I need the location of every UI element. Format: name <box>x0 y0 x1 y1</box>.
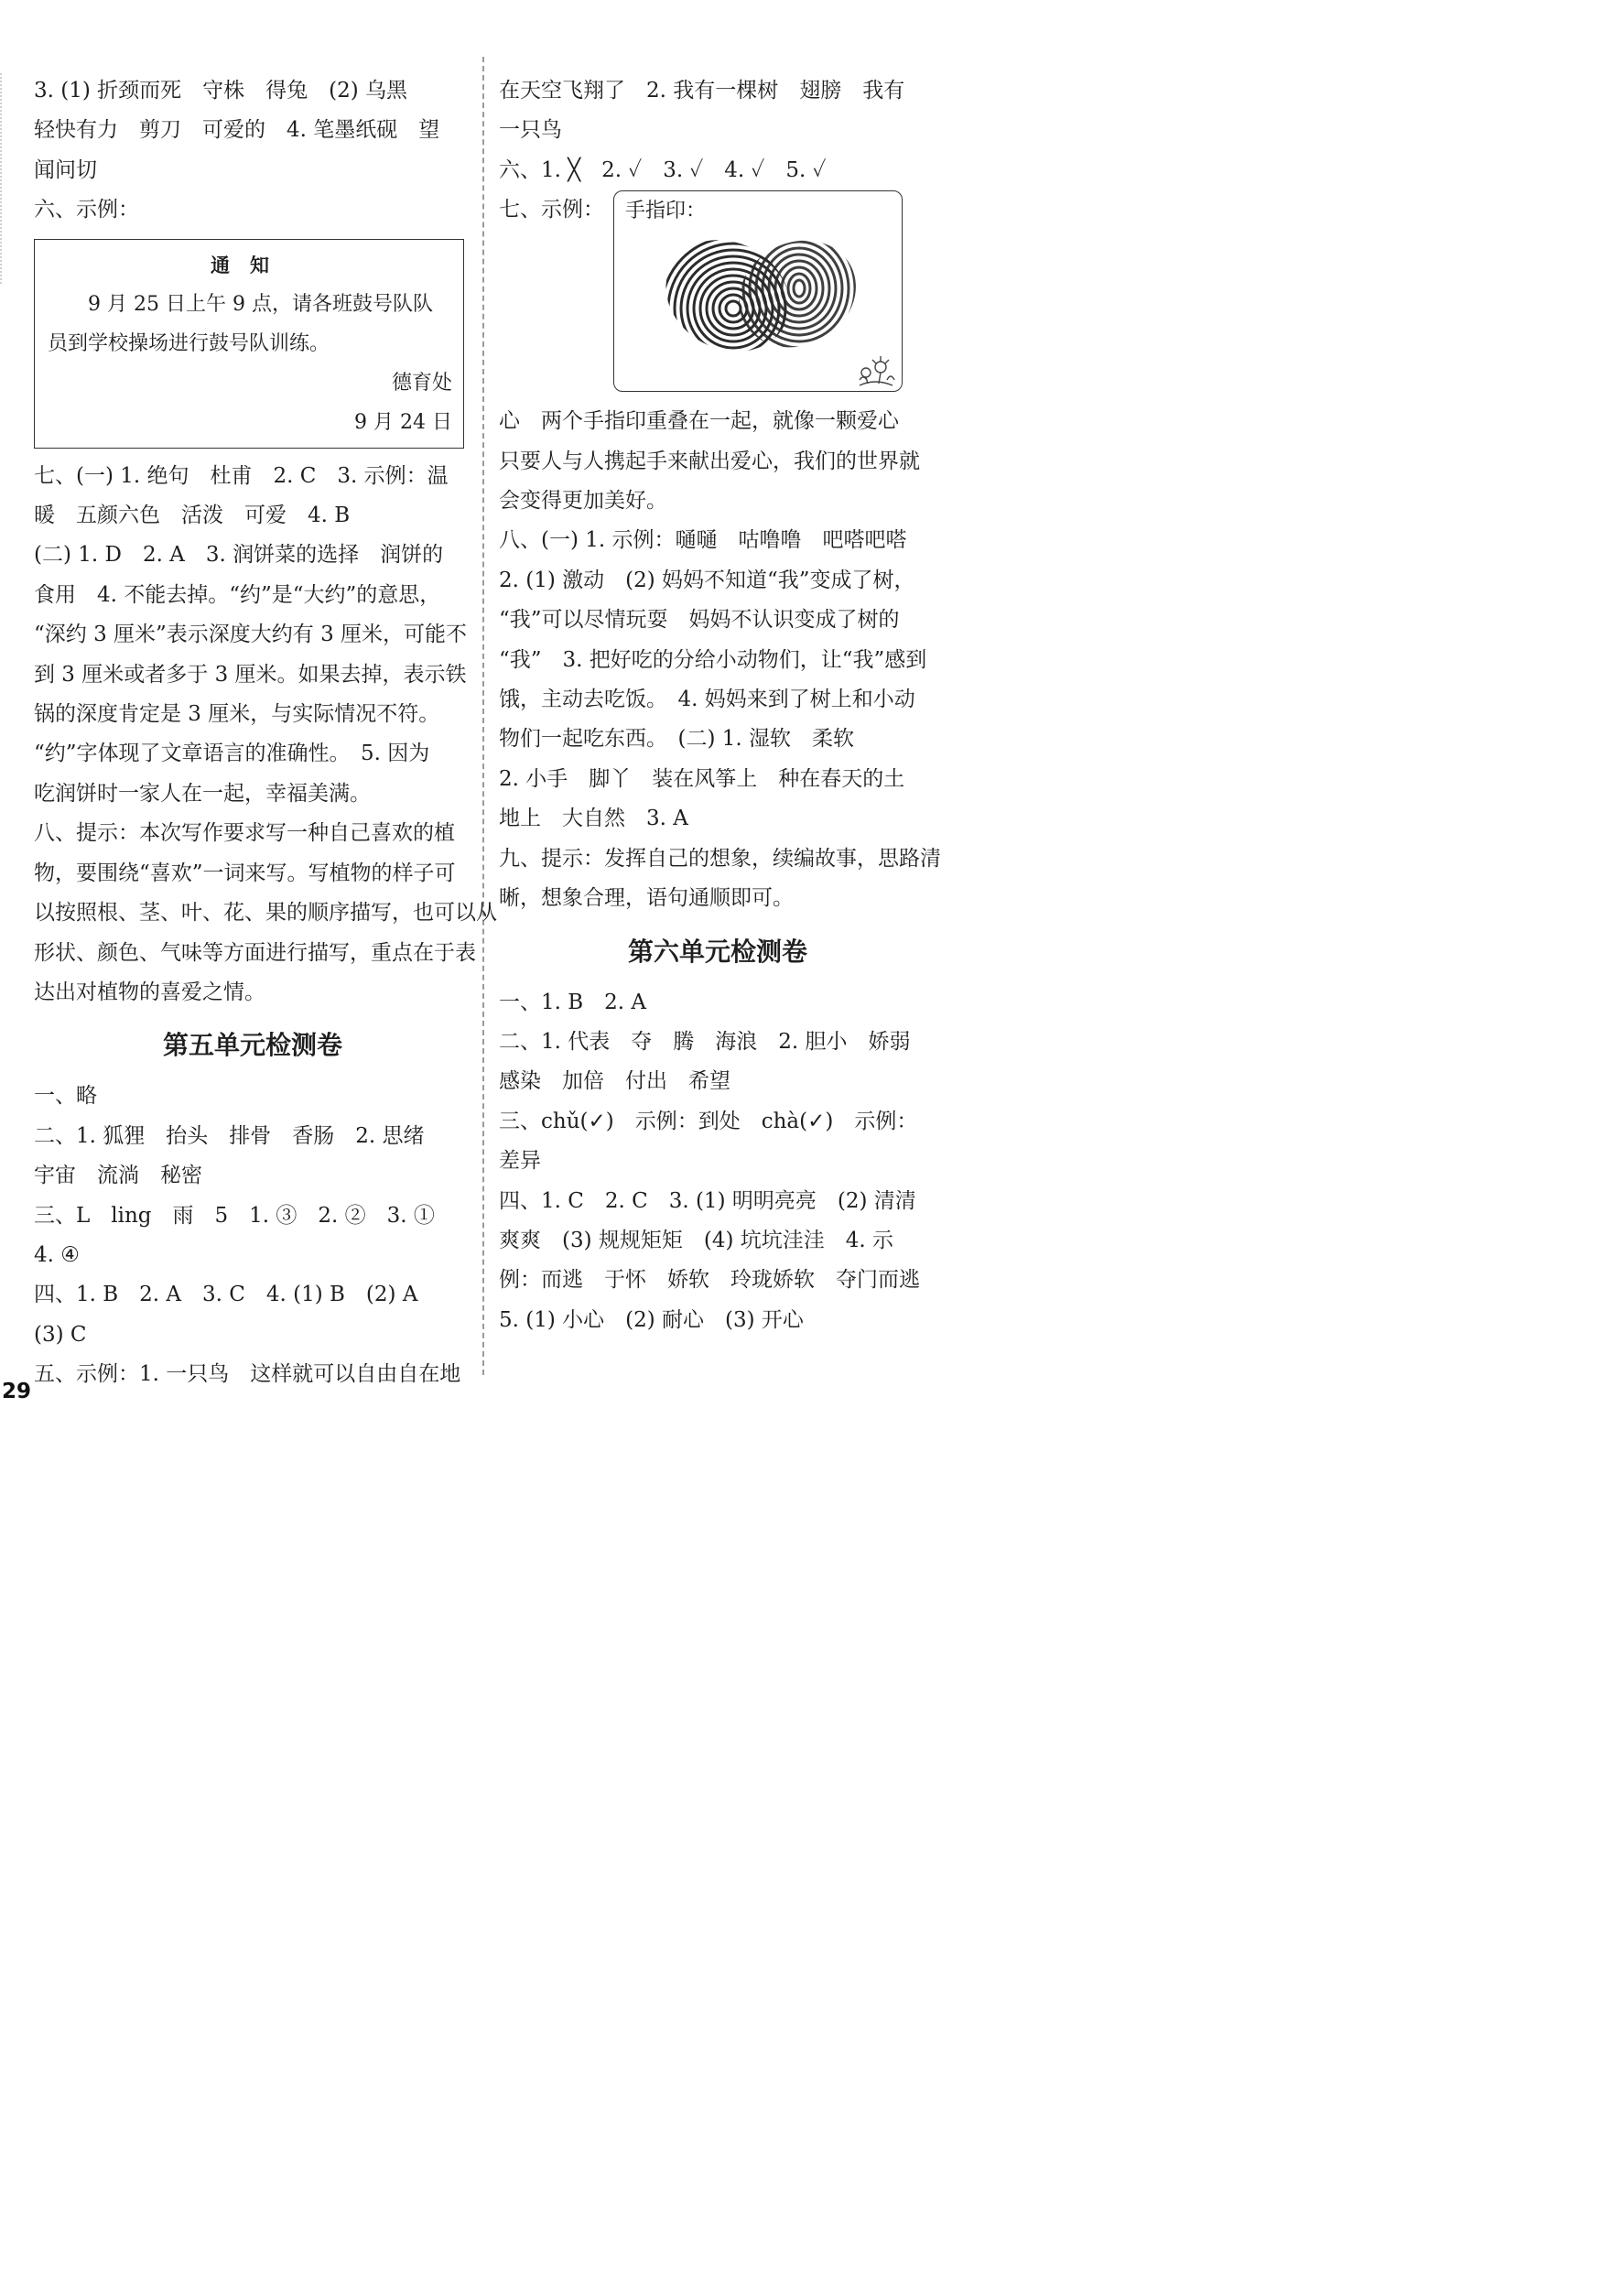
answer-line: 差异 <box>499 1149 541 1174</box>
section-title-unit-6: 第六单元检测卷 <box>627 936 807 967</box>
right-column <box>499 71 941 1340</box>
answer-line: 以按照根、茎、叶、花、果的顺序描写，也可以从 <box>34 901 497 926</box>
answer-line: 轻快有力 剪刀 可爱的 4. 笔墨纸砚 望 <box>34 118 440 143</box>
answer-line: 闻问切 <box>34 157 97 182</box>
answer-line: 一、略 <box>34 1084 97 1109</box>
answer-line: “我” 3. 把好吃的分给小动物们，让“我”感到 <box>499 647 927 672</box>
answer-line: 只要人与人携起手来献出爱心，我们的世界就 <box>499 449 920 473</box>
answer-line: 四、1. B 2. A 3. C 4. (1) B (2) A <box>34 1283 418 1307</box>
flower-decoration-icon <box>852 352 898 389</box>
answer-line: 一只鸟 <box>499 118 562 143</box>
notice-title: 通知 <box>211 253 289 276</box>
answer-line: 爽爽 (3) 规规矩矩 (4) 坑坑洼洼 4. 示 <box>499 1228 894 1252</box>
answer-line: 会变得更加美好。 <box>499 489 667 514</box>
answer-line: 地上 大自然 3. A <box>499 807 688 831</box>
answer-line: 4. ④ <box>34 1242 80 1267</box>
section-title-unit-5: 第五单元检测卷 <box>162 1030 342 1061</box>
answer-line: 二、1. 代表 夺 腾 海浪 2. 胆小 娇弱 <box>499 1029 911 1054</box>
heart-fingerprint-icon <box>662 228 863 374</box>
answer-line: 五、示例：1. 一只鸟 这样就可以自由自在地 <box>34 1362 461 1387</box>
example-label: 七、示例： <box>499 198 604 222</box>
answer-line: 心 两个手指印重叠在一起，就像一颗爱心 <box>499 409 899 434</box>
notice-body: 9 月 25 日上午 9 点，请各班鼓号队队员到学校操场进行鼓号队训练。 <box>48 292 433 355</box>
answer-line: 物，要围绕“喜欢”一词来写。写植物的样子可 <box>34 861 456 885</box>
answer-line: 六、1. ╳ 2. ✓ 3. ✓ 4. ✓ 5. ✓ <box>499 157 827 182</box>
answer-line: 七、(一) 1. 绝句 杜甫 2. C 3. 示例：温 <box>34 463 449 488</box>
answer-line: 5. (1) 小心 (2) 耐心 (3) 开心 <box>499 1307 804 1332</box>
fingerprint-label: 手指印： <box>625 200 707 223</box>
answer-line: 物们一起吃东西。 (二) 1. 湿软 柔软 <box>499 727 855 752</box>
answer-line: 三、L ling 雨 5 1. ③ 2. ② 3. ① <box>34 1203 435 1228</box>
answer-line: 六、示例： <box>34 198 139 222</box>
answer-line: 3. (1) 折颈而死 守株 得兔 (2) 乌黑 <box>34 79 408 103</box>
notice-date: 9 月 24 日 <box>354 410 452 434</box>
answer-line: 九、提示：发挥自己的想象，续编故事，思路清 <box>499 846 941 871</box>
answer-line: 例：而逃 于怀 娇软 玲珑娇软 夺门而逃 <box>499 1268 920 1293</box>
page-number: 29 <box>2 1380 32 1403</box>
answer-line: 晰，想象合理，语句通顺即可。 <box>499 886 794 911</box>
answer-line: “深约 3 厘米”表示深度大约有 3 厘米，可能不 <box>34 623 468 647</box>
answer-line: 三、chǔ(✓) 示例：到处 chà(✓) 示例： <box>499 1109 918 1133</box>
answer-line: (3) C <box>34 1322 87 1347</box>
answer-line: “约”字体现了文章语言的准确性。 5. 因为 <box>34 742 430 766</box>
answer-line: 在天空飞翔了 2. 我有一棵树 翅膀 我有 <box>499 79 905 103</box>
notice-box <box>34 239 464 449</box>
answer-line: 2. (1) 激动 (2) 妈妈不知道“我”变成了树， <box>499 568 915 592</box>
answer-line: 饿，主动去吃饭。 4. 妈妈来到了树上和小动 <box>499 688 915 712</box>
answer-line: (二) 1. D 2. A 3. 润饼菜的选择 润饼的 <box>34 543 444 568</box>
fingerprint-example-row <box>499 190 936 402</box>
page-edge-mark <box>0 73 7 284</box>
notice-issuer: 德育处 <box>391 371 452 395</box>
answer-line: 八、(一) 1. 示例：嗵嗵 咕噜噜 吧嗒吧嗒 <box>499 528 907 553</box>
answer-line: 到 3 厘米或者多于 3 厘米。如果去掉，表示铁 <box>34 662 467 687</box>
answer-line: 锅的深度肯定是 3 厘米，与实际情况不符。 <box>34 702 440 727</box>
answer-line: 二、1. 狐狸 抬头 排骨 香肠 2. 思绪 <box>34 1123 425 1148</box>
fingerprint-box <box>613 190 903 392</box>
answer-line: 八、提示：本次写作要求写一种自己喜欢的植 <box>34 821 455 846</box>
answer-line: 食用 4. 不能去掉。“约”是“大约”的意思， <box>34 582 441 607</box>
answer-line: 宇宙 流淌 秘密 <box>34 1164 202 1188</box>
answer-line: 达出对植物的喜爱之情。 <box>34 980 265 1004</box>
answer-line: 2. 小手 脚丫 装在风筝上 种在春天的土 <box>499 766 905 791</box>
answer-line: 感染 加倍 付出 希望 <box>499 1069 730 1094</box>
answer-line: 一、1. B 2. A <box>499 990 647 1014</box>
column-divider <box>482 57 484 1375</box>
answer-line: 暖 五颜六色 活泼 可爱 4. B <box>34 504 351 528</box>
answer-line: 四、1. C 2. C 3. (1) 明明亮亮 (2) 清清 <box>499 1188 916 1213</box>
left-column <box>34 71 497 1395</box>
answer-line: “我”可以尽情玩耍 妈妈不认识变成了树的 <box>499 608 900 633</box>
answer-line: 吃润饼时一家人在一起，幸福美满。 <box>34 781 371 806</box>
answer-line: 形状、颜色、气味等方面进行描写，重点在于表 <box>34 940 476 965</box>
